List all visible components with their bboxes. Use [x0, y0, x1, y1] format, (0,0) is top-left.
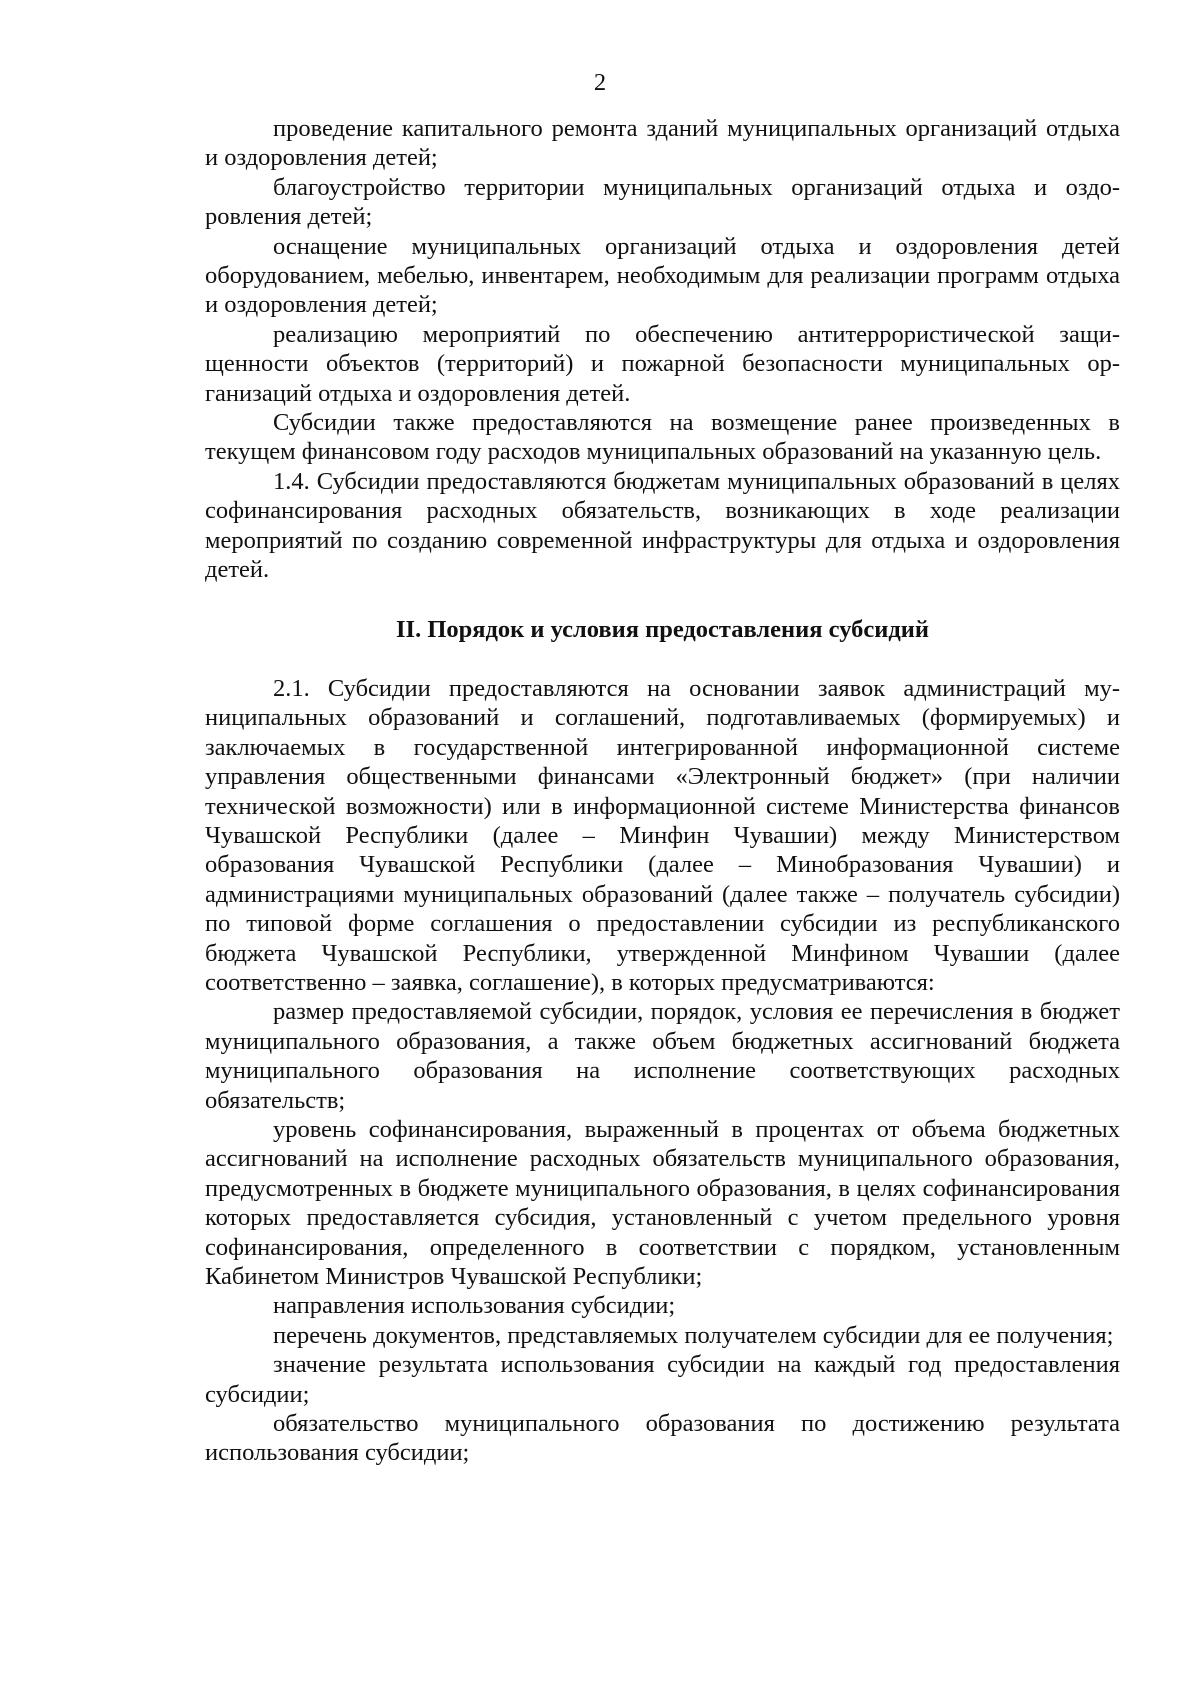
paragraph: Субсидии также предоставляются на возмещение ранее произведенных в текущем финансовом году расходов муниципальных образований на указанную цель.	[205, 409, 1120, 466]
document-body	[205, 114, 1120, 1468]
page-number: 2	[593, 69, 607, 96]
paragraph: значение результата использования субсидии на каждый год предоставления субсидии;	[205, 1351, 1120, 1408]
paragraph: направления использования субсидии;	[273, 1292, 676, 1320]
paragraph: благоустройство территории муниципальных организаций отдыха и оздоровления детей;	[205, 173, 1120, 231]
paragraph: 2.1. Субсидии предоставляются на основании заявок администраций муниципальных образований и соглашений, подготавливаемых (формируемых) и заключаемых в государственной интегрированной информационной системе управления общественными финансами «Электронный бюджет» (при наличии технической возможности) или в информационной системе Министерства финансов Чувашской Республики (далее – Минфин Чувашии) между Министерством образования Чувашской Республики (далее – Минобразования Чувашии) и администрациями муниципальных образований (далее также – получатель субсидии) по типовой форме соглашения о предоставлении субсидии из республиканского бюджета Чувашской Республики, утвержденной Минфином Чувашии (далее соответственно – заявка, соглашение), в которых предусматриваются:	[205, 674, 1120, 996]
paragraph: проведение капитального ремонта зданий муниципальных организаций отдыха и оздоровления детей;	[205, 115, 1120, 172]
section-title: II. Порядок и условия предоставления субсидий	[396, 615, 929, 643]
paragraph: обязательство муниципального образования по достижению результата использования субсидии;	[205, 1410, 1120, 1467]
paragraph: размер предоставляемой субсидии, порядок, условия ее перечисления в бюджет муниципального образования, а также объем бюджетных ассигнований бюджета муниципального образования на исполнение соответствующих расходных обязательств;	[205, 998, 1120, 1114]
paragraph: реализацию мероприятий по обеспечению антитеррористической защищенности объектов (территорий) и пожарной безопасности муниципальных организаций отдыха и оздоровления детей.	[205, 320, 1120, 407]
paragraph: оснащение муниципальных организаций отдыха и оздоровления детей оборудованием, мебелью, инвентарем, необходимым для реализации программ отдыха и оздоровления детей;	[205, 232, 1120, 319]
paragraph: уровень софинансирования, выраженный в процентах от объема бюджетных ассигнований на исполнение расходных обязательств муниципального образования, предусмотренных в бюджете муниципального образования, в целях софинансирования которых предоставляется субсидия, установленный с учетом предельного уровня софинансирования, определенного в соответствии с порядком, установленным Кабинетом Министров Чувашской Республики;	[205, 1116, 1120, 1291]
paragraph: 1.4. Субсидии предоставляются бюджетам муниципальных образований в целях софинансирования расходных обязательств, возникающих в ходе реализации мероприятий по созданию современной инфраструктуры для отдыха и оздоровления детей.	[205, 467, 1120, 584]
paragraph: перечень документов, представляемых получателем субсидии для ее получения;	[273, 1321, 1114, 1349]
